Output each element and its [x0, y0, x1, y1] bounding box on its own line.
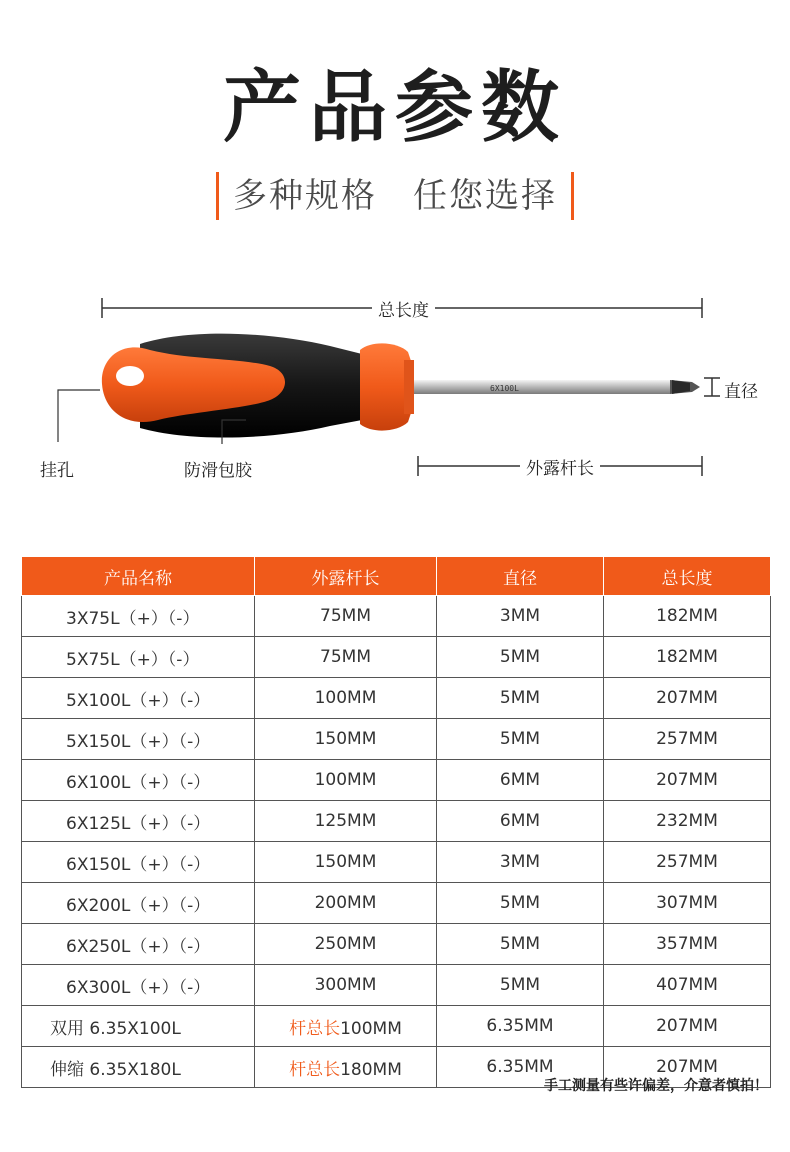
- cell-exposed-value: 150MM: [314, 729, 377, 749]
- table-header-row: [22, 557, 771, 596]
- cell-exposed-value: 300MM: [314, 975, 377, 995]
- cell-exposed-value: 100MM: [314, 688, 377, 708]
- table-row: [22, 637, 771, 678]
- cell-total: 407MM: [604, 965, 771, 1006]
- header-diameter: 直径: [437, 557, 604, 596]
- cell-exposed: [255, 924, 437, 965]
- shaft-marking: 6X100L: [490, 384, 519, 393]
- cell-total: 182MM: [604, 637, 771, 678]
- table-row: [22, 678, 771, 719]
- cell-name: 6X100L（+）（-）: [22, 760, 255, 801]
- cell-exposed-value: 200MM: [314, 893, 377, 913]
- cell-exposed: [255, 596, 437, 637]
- cell-diameter: 5MM: [437, 965, 604, 1006]
- cell-exposed-value: 100MM: [340, 1018, 402, 1039]
- cell-exposed: [255, 637, 437, 678]
- cell-diameter: 5MM: [437, 637, 604, 678]
- cell-name: 6X300L（+）（-）: [22, 965, 255, 1006]
- cell-diameter: 3MM: [437, 842, 604, 883]
- cell-exposed-value: 100MM: [314, 770, 377, 790]
- screwdriver-shaft: [408, 380, 700, 394]
- cell-total: 182MM: [604, 596, 771, 637]
- page-title: 产品参数: [222, 63, 567, 153]
- measurement-note: 手工测量有些许偏差，介意者慎拍！: [544, 1078, 768, 1094]
- grip-label: 防滑包胶: [178, 456, 258, 481]
- cell-exposed: [255, 719, 437, 760]
- hang-hole-label: 挂孔: [34, 456, 80, 481]
- cell-exposed: [255, 965, 437, 1006]
- cell-exposed: [255, 842, 437, 883]
- cell-exposed: [255, 1047, 437, 1088]
- cell-name: 3X75L（+）（-）: [22, 596, 255, 637]
- cell-total: 257MM: [604, 842, 771, 883]
- cell-total: 207MM: [604, 678, 771, 719]
- screwdriver-diagram: [0, 280, 790, 500]
- header-product-name: 产品名称: [22, 557, 255, 596]
- cell-name: 6X250L（+）（-）: [22, 924, 255, 965]
- cell-diameter: 5MM: [437, 883, 604, 924]
- cell-diameter: 5MM: [437, 678, 604, 719]
- cell-exposed-value: 180MM: [340, 1059, 402, 1080]
- screwdriver-handle: [102, 334, 414, 438]
- header-total-length: 总长度: [604, 557, 771, 596]
- cell-diameter: 5MM: [437, 924, 604, 965]
- table-row: [22, 760, 771, 801]
- cell-name: 伸缩 6.35X180L: [22, 1047, 255, 1088]
- cell-total: 257MM: [604, 719, 771, 760]
- subtitle-left: 多种规格: [233, 176, 377, 216]
- cell-exposed: [255, 801, 437, 842]
- spec-table: [21, 556, 771, 1088]
- cell-total: 207MM: [604, 1047, 771, 1088]
- diameter-dimension: [704, 378, 720, 396]
- cell-name: 5X75L（+）（-）: [22, 637, 255, 678]
- cell-diameter: 6MM: [437, 801, 604, 842]
- cell-exposed-value: 125MM: [314, 811, 377, 831]
- cell-exposed: [255, 883, 437, 924]
- cell-exposed: [255, 760, 437, 801]
- cell-total: 307MM: [604, 883, 771, 924]
- cell-diameter: 3MM: [437, 596, 604, 637]
- cell-exposed-value: 250MM: [314, 934, 377, 954]
- header-exposed-length: 外露杆长: [255, 557, 437, 596]
- exposed-shaft-label: 外露杆长: [520, 454, 600, 479]
- hang-hole-leader: [58, 390, 100, 442]
- cell-diameter: 6.35MM: [437, 1006, 604, 1047]
- cell-name: 5X100L（+）（-）: [22, 678, 255, 719]
- table-row: [22, 596, 771, 637]
- cell-exposed: [255, 1006, 437, 1047]
- subtitle-bar: [0, 172, 790, 220]
- cell-exposed-value: 75MM: [320, 606, 371, 626]
- cell-exposed: [255, 678, 437, 719]
- cell-total: 357MM: [604, 924, 771, 965]
- cell-exposed-value: 75MM: [320, 647, 371, 667]
- cell-name: 6X125L（+）（-）: [22, 801, 255, 842]
- cell-exposed-value: 150MM: [314, 852, 377, 872]
- table-row: [22, 1006, 771, 1047]
- table-row: [22, 965, 771, 1006]
- cell-name: 双用 6.35X100L: [22, 1006, 255, 1047]
- cell-exposed-prefix: 杆总长: [289, 1059, 341, 1080]
- subtitle: [216, 172, 574, 220]
- cell-name: 5X150L（+）（-）: [22, 719, 255, 760]
- cell-name: 6X200L（+）（-）: [22, 883, 255, 924]
- diameter-label: 直径: [722, 377, 760, 402]
- subtitle-right: 任您选择: [413, 176, 557, 216]
- table-row: [22, 883, 771, 924]
- cell-name: 6X150L（+）（-）: [22, 842, 255, 883]
- cell-exposed-prefix: 杆总长: [289, 1018, 341, 1039]
- cell-diameter: 5MM: [437, 719, 604, 760]
- table-row: [22, 719, 771, 760]
- table-row: [22, 924, 771, 965]
- cell-diameter: 6MM: [437, 760, 604, 801]
- cell-total: 207MM: [604, 760, 771, 801]
- cell-diameter: 6.35MM: [437, 1047, 604, 1088]
- table-row: [22, 842, 771, 883]
- total-length-label: 总长度: [372, 296, 435, 321]
- table-row: [22, 801, 771, 842]
- cell-total: 232MM: [604, 801, 771, 842]
- cell-total: 207MM: [604, 1006, 771, 1047]
